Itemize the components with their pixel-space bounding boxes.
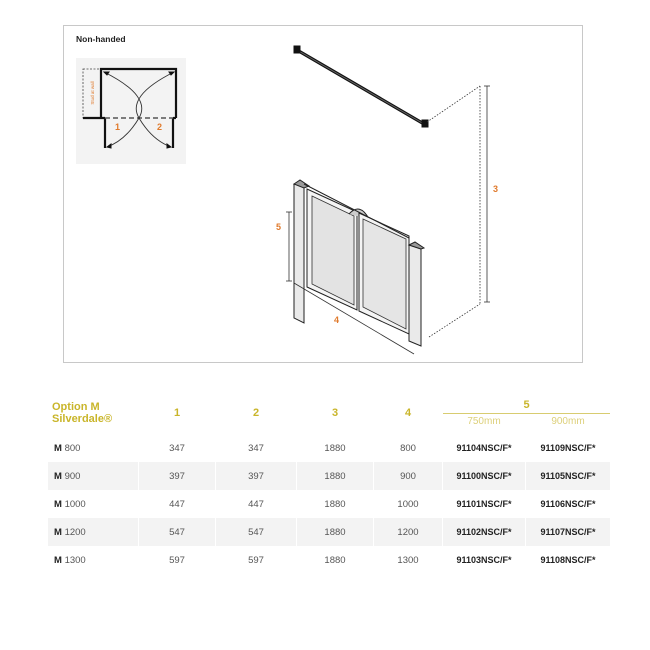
model-cell: M 1200 — [48, 518, 138, 546]
plan-view — [83, 69, 176, 148]
cell-3: 1880 — [324, 442, 346, 454]
cell-2: 597 — [248, 554, 264, 566]
stud-label: Stud at wall — [90, 81, 95, 105]
cell-2: 347 — [248, 442, 264, 454]
model-cell: M 1000 — [54, 498, 86, 510]
model-cell: M 1300 — [54, 554, 86, 566]
door-label-1: 1 — [115, 122, 121, 132]
table-row — [48, 518, 610, 546]
cell-4: 800 — [400, 442, 416, 454]
dimension-label-5: 5 — [276, 222, 282, 232]
table-row — [48, 490, 610, 518]
option-title: Option M — [52, 401, 100, 413]
code-750: 91100NSC/F* — [443, 462, 525, 490]
header-row — [48, 398, 610, 414]
subheader-750: 750mm — [467, 415, 501, 427]
code-750: 91102NSC/F* — [443, 518, 525, 546]
cell-4: 1000 — [397, 498, 419, 510]
cell-2: 547 — [216, 518, 296, 546]
option-header — [48, 398, 138, 428]
col-header-4: 4 — [404, 407, 412, 419]
panel-height-dimension — [286, 212, 292, 281]
model-cell: M 900 — [48, 462, 138, 490]
cell-3: 1880 — [297, 462, 373, 490]
col-header-5: 5 — [443, 398, 610, 414]
cell-4: 900 — [374, 462, 442, 490]
code-900: 91107NSC/F* — [526, 518, 610, 546]
cell-1: 397 — [139, 462, 215, 490]
table-row — [48, 546, 610, 574]
code-900: 91109NSC/F* — [540, 443, 596, 453]
col-header-2: 2 — [252, 407, 260, 419]
code-900: 91105NSC/F* — [526, 462, 610, 490]
cell-1: 547 — [139, 518, 215, 546]
option-subtitle: Silverdale® — [52, 413, 113, 425]
product-diagram-frame — [63, 25, 583, 363]
diagram-title: Non-handed — [76, 34, 126, 44]
model-cell: M 800 — [54, 442, 81, 454]
cell-2: 397 — [216, 462, 296, 490]
table-row — [48, 462, 610, 490]
code-750: 91103NSC/F* — [456, 555, 512, 565]
cell-2: 447 — [248, 498, 264, 510]
code-900: 91106NSC/F* — [540, 499, 596, 509]
dimension-label-3: 3 — [493, 184, 499, 194]
height-dimension — [427, 86, 490, 337]
cell-4: 1200 — [374, 518, 442, 546]
table-row — [48, 434, 610, 462]
door-label-2: 2 — [157, 122, 163, 132]
top-rail — [294, 46, 428, 127]
col-header-3: 3 — [331, 407, 339, 419]
cell-3: 1880 — [297, 518, 373, 546]
code-900: 91108NSC/F* — [540, 555, 596, 565]
code-750: 91101NSC/F* — [456, 499, 512, 509]
spec-table — [47, 398, 611, 574]
cell-3: 1880 — [324, 554, 346, 566]
code-750: 91104NSC/F* — [456, 443, 512, 453]
cell-1: 447 — [169, 498, 185, 510]
technical-drawing — [64, 26, 584, 364]
cell-4: 1300 — [397, 554, 419, 566]
dimension-label-4: 4 — [334, 315, 340, 325]
cell-1: 347 — [169, 442, 185, 454]
subheader-900: 900mm — [551, 415, 585, 427]
cell-1: 597 — [169, 554, 185, 566]
col-header-1: 1 — [173, 407, 181, 419]
cell-3: 1880 — [324, 498, 346, 510]
